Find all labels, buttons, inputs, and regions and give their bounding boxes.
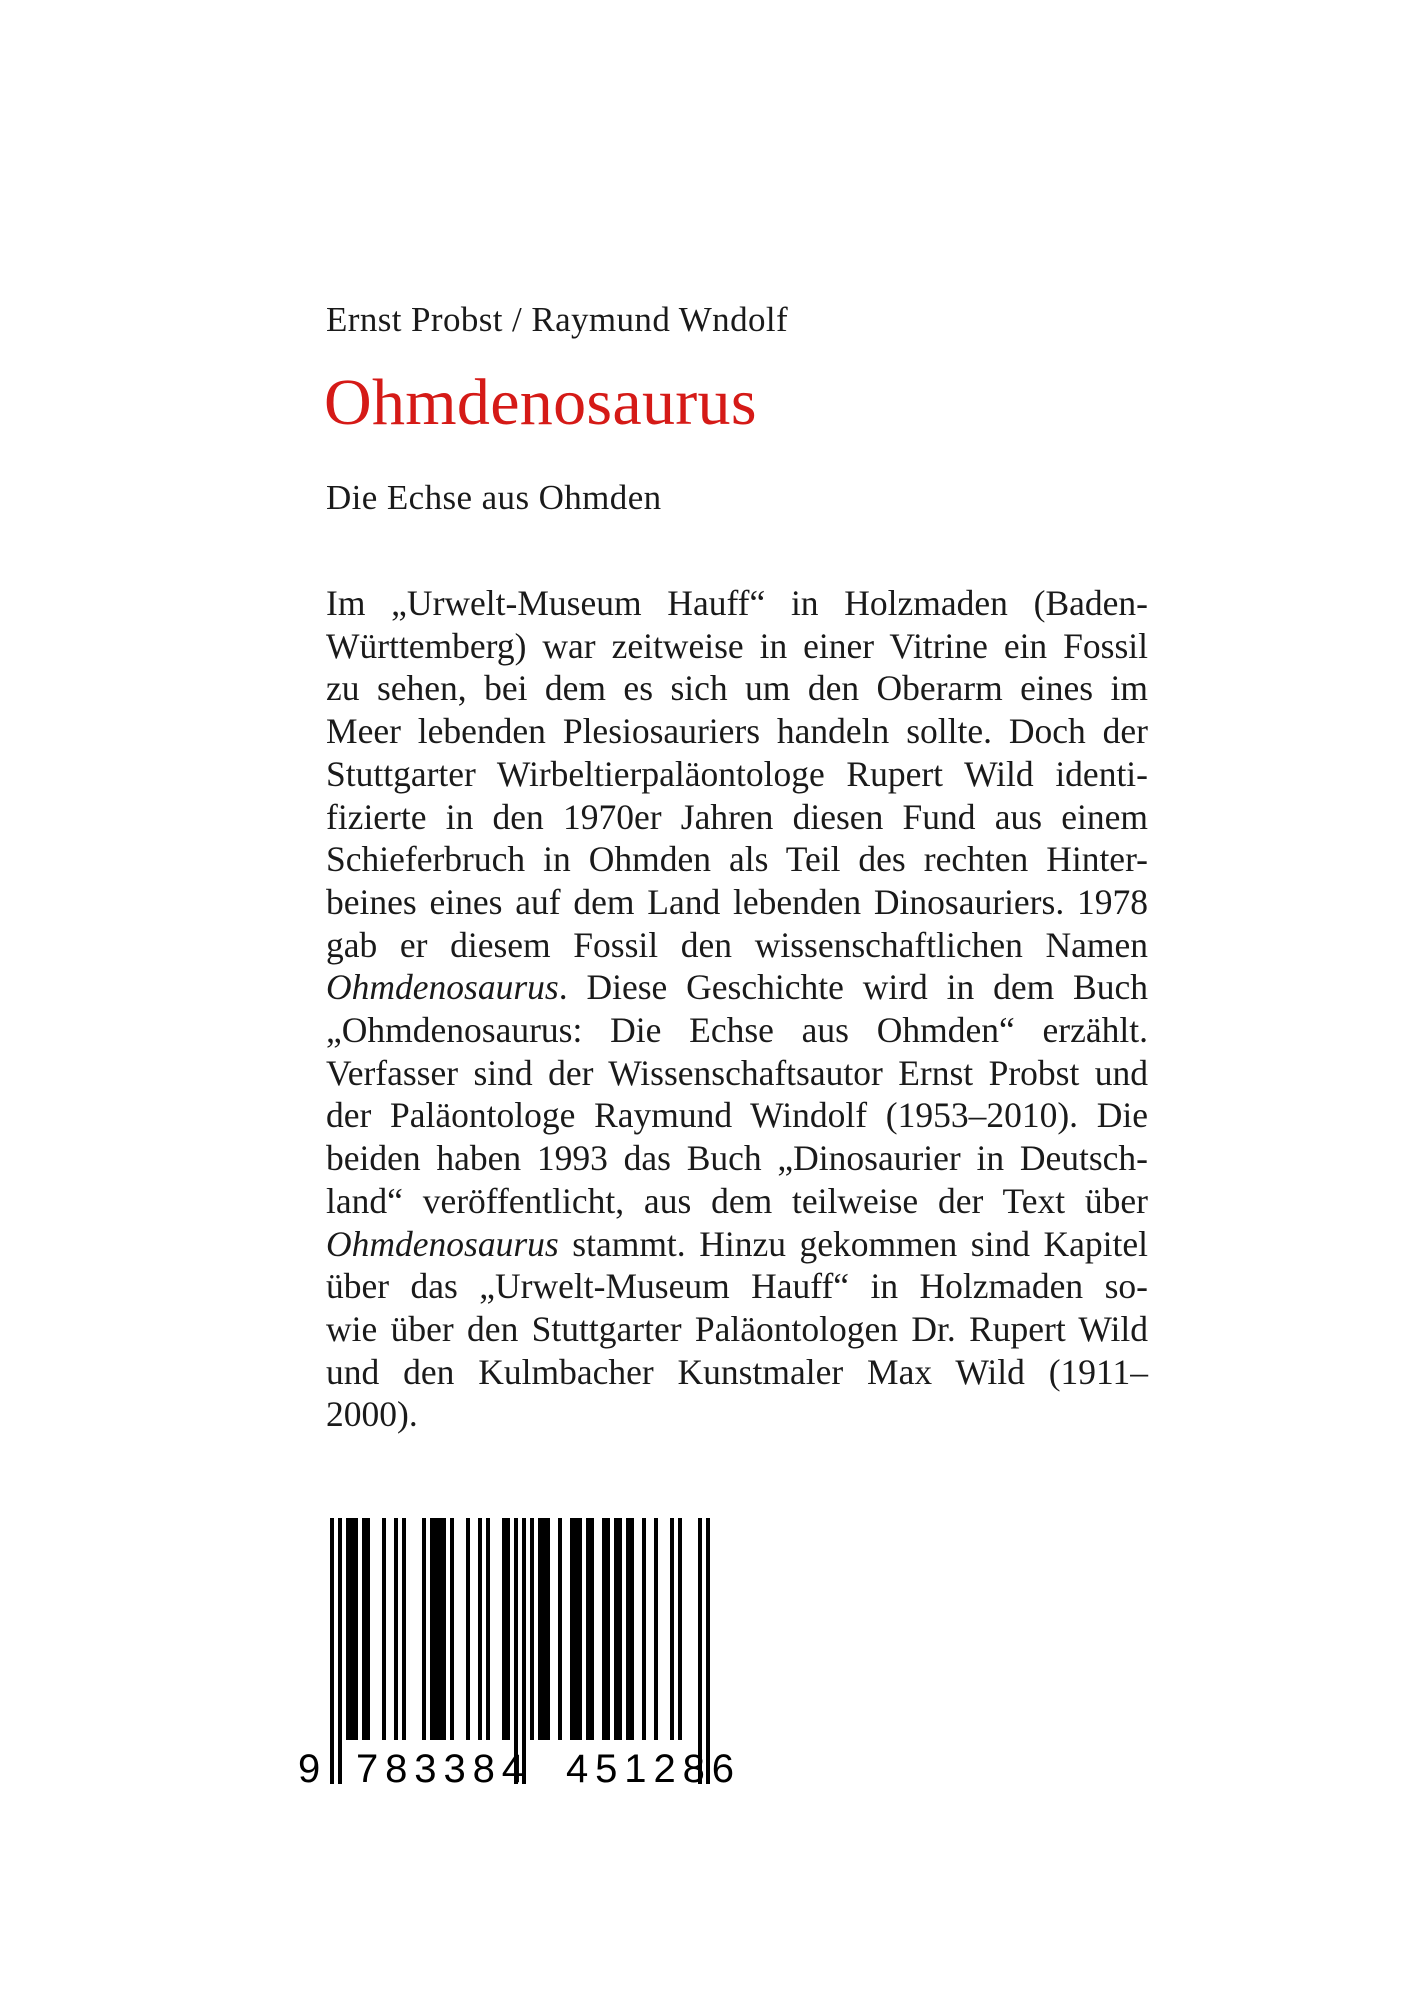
barcode-guard-bar: [706, 1518, 710, 1784]
barcode-bar: [450, 1518, 454, 1740]
barcode-bar: [382, 1518, 386, 1740]
barcode-digits-left: 783384: [356, 1747, 524, 1788]
blurb-line: Meer lebenden Plesiosauriers handeln sollte. Doch der: [326, 711, 1148, 752]
blurb-line: zu sehen, bei dem es sich um den Oberarm eines im: [326, 668, 1148, 709]
blurb-line: „Ohmdenosaurus: Die Echse aus Ohmden“ erzählt.: [326, 1010, 1148, 1051]
blurb-line-rest: stammt. Hinzu gekommen sind Kapitel: [558, 1223, 1148, 1264]
species-name-italic: Ohmdenosaurus: [326, 1223, 559, 1264]
barcode-bar: [430, 1518, 446, 1740]
blurb-line: Im „Urwelt-Museum Hauff“ in Holzmaden (Baden-: [326, 583, 1148, 623]
barcode-guard-bar: [698, 1518, 702, 1784]
barcode-bar: [394, 1518, 398, 1740]
blurb-line: über das „Urwelt-Museum Hauff“ in Holzmaden so-: [326, 1266, 1148, 1307]
barcode-bar: [626, 1518, 634, 1740]
blurb-line: Württemberg) war zeitweise in einer Vitrine ein Fossil: [326, 625, 1148, 666]
barcode-bar: [402, 1518, 406, 1740]
blurb-line: beines eines auf dem Land lebenden Dinosauriers. 1978: [326, 881, 1148, 922]
barcode-guard-bar: [522, 1518, 526, 1784]
barcode-bar: [678, 1518, 682, 1740]
barcode-bar: [362, 1518, 370, 1740]
barcode-bar: [670, 1518, 674, 1740]
barcode-bar: [422, 1518, 426, 1740]
barcode-bar: [486, 1518, 490, 1740]
blurb-text: [326, 582, 1148, 1436]
blurb-line: Verfasser sind der Wissenschaftsautor Ernst Probst und: [326, 1052, 1148, 1093]
barcode-bar: [654, 1518, 658, 1740]
barcode-bar: [586, 1518, 594, 1740]
blurb-line: 2000).: [326, 1394, 418, 1435]
barcode-bar: [530, 1518, 534, 1740]
book-subtitle: Die Echse aus Ohmden: [326, 478, 662, 517]
blurb-line: Stuttgarter Wirbeltierpaläontologe Rupert Wild identi-: [326, 753, 1148, 794]
barcode-guard-bar: [514, 1518, 518, 1784]
barcode-bar: [614, 1518, 622, 1740]
species-name-italic: Ohmdenosaurus: [326, 967, 559, 1008]
barcode-bar: [502, 1518, 510, 1740]
barcode-bars: [330, 1518, 710, 1784]
blurb-line: der Paläontologe Raymund Windolf (1953–2010). Die: [326, 1095, 1148, 1136]
blurb-line: land“ veröffentlicht, aus dem teilweise der Text über: [326, 1180, 1148, 1221]
barcode-bar: [558, 1518, 562, 1740]
barcode-bar: [570, 1518, 582, 1740]
barcode-bar: [538, 1518, 550, 1740]
blurb-line: fizierte in den 1970er Jahren diesen Fund aus einem: [326, 796, 1148, 837]
book-title: Ohmdenosaurus: [324, 366, 757, 439]
barcode-digit-first: 9: [298, 1747, 321, 1788]
barcode-digits-right: 451286: [566, 1747, 734, 1788]
blurb-line: Schieferbruch in Ohmden als Teil des rechten Hinter-: [326, 839, 1148, 880]
blurb-line: [326, 966, 1148, 1009]
blurb-line: gab er diesem Fossil den wissenschaftlichen Namen: [326, 924, 1148, 965]
barcode-bar: [466, 1518, 470, 1740]
book-authors: Ernst Probst / Raymund Wndolf: [326, 300, 789, 339]
blurb-line: wie über den Stuttgarter Paläontologen Dr. Rupert Wild: [326, 1308, 1148, 1349]
barcode-bar: [642, 1518, 646, 1740]
blurb-line: und den Kulmbacher Kunstmaler Max Wild (1911–: [326, 1351, 1148, 1392]
barcode-bar: [346, 1518, 358, 1740]
barcode-guard-bar: [338, 1518, 342, 1784]
barcode-guard-bar: [330, 1518, 334, 1784]
blurb-line: [326, 1223, 1148, 1266]
blurb-line: beiden haben 1993 das Buch „Dinosaurier in Deutsch-: [326, 1138, 1148, 1179]
isbn-barcode: [292, 1518, 782, 1788]
barcode-bar: [478, 1518, 482, 1740]
blurb-line-rest: . Diese Geschichte wird in dem Buch: [558, 967, 1148, 1008]
barcode-bar: [602, 1518, 610, 1740]
